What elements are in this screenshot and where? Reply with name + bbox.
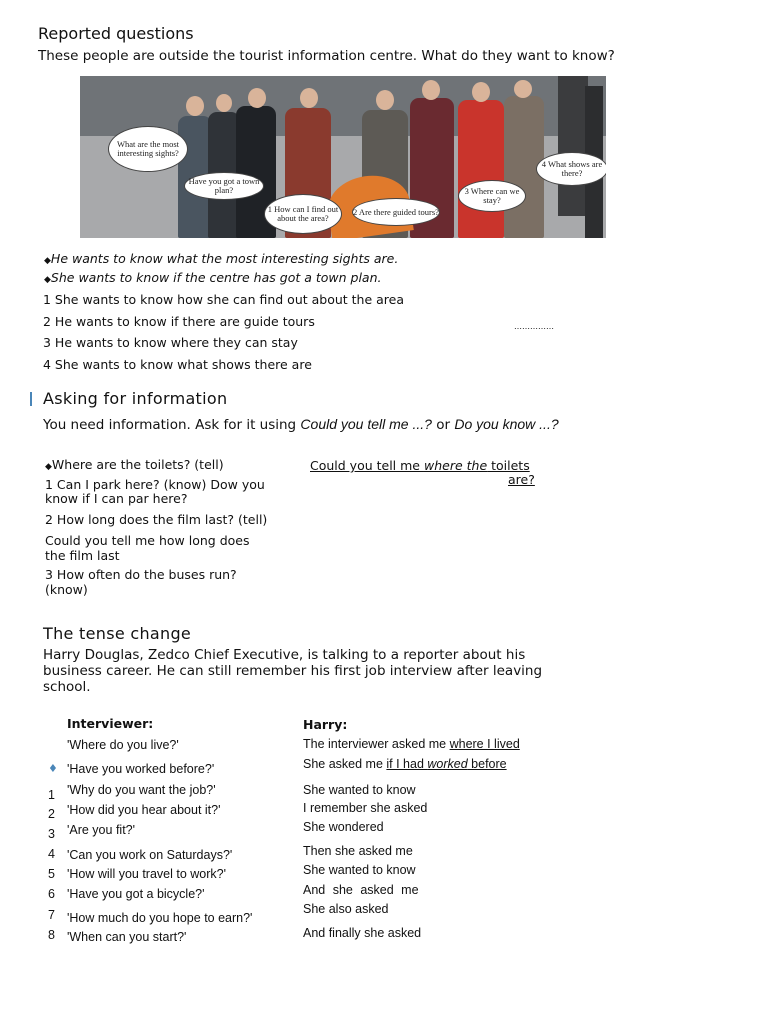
- question-item: Could you tell me how long does: [45, 533, 250, 548]
- row-number: 3: [48, 827, 55, 841]
- diamond-bullet-icon: ♦: [48, 762, 58, 775]
- reported-answer: She also asked: [303, 902, 389, 916]
- question-item: 2 How long does the film last? (tell): [45, 512, 268, 527]
- row-number: 8: [48, 928, 55, 942]
- speech-bubble: 2 Are there guided tours?: [352, 198, 440, 226]
- intro-line: Harry Douglas, Zedco Chief Executive, is talking to a reporter about his: [43, 647, 526, 663]
- interview-question: 'Are you fit?': [67, 823, 135, 837]
- reported-answer: She wanted to know: [303, 783, 416, 797]
- column-header-harry: Harry:: [303, 717, 348, 732]
- reported-answer: The interviewer asked me where I lived: [303, 737, 520, 751]
- section-intro: You need information. Ask for it using Could you tell me ...? or Do you know ...?: [43, 416, 559, 433]
- reported-answer: And finally she asked: [303, 926, 422, 940]
- speech-bubble: 1 How can I find out about the area?: [264, 194, 342, 234]
- answer-line: 2 He wants to know if there are guide tours: [43, 314, 315, 329]
- intro-line: school.: [43, 679, 91, 695]
- question-item: 1 Can I park here? (know) Dow you: [45, 477, 265, 492]
- section-title-reported-questions: Reported questions: [38, 24, 194, 43]
- row-number: 4: [48, 847, 55, 861]
- speech-bubble: 3 Where can we stay?: [458, 180, 526, 212]
- intro-line: business career. He can still remember his first job interview after leaving: [43, 663, 543, 679]
- interview-question: 'Have you got a bicycle?': [67, 887, 205, 901]
- example-sentence: ◆He wants to know what the most interesting sights are.: [44, 251, 399, 266]
- interview-question: 'How much do you hope to earn?': [67, 911, 253, 925]
- interview-question: 'Can you work on Saturdays?': [67, 848, 233, 862]
- question-item: ◆Where are the toilets? (tell): [45, 457, 224, 472]
- section-marker: [30, 392, 32, 406]
- reported-answer: I remember she asked: [303, 801, 428, 815]
- interview-question: 'How will you travel to work?': [67, 867, 226, 881]
- answer-line: 4 She wants to know what shows there are: [43, 357, 312, 372]
- answer-line: 3 He wants to know where they can stay: [43, 335, 298, 350]
- model-answer: Could you tell me where the toilets: [310, 458, 530, 473]
- row-number: 5: [48, 867, 55, 881]
- question-item: (know): [45, 582, 88, 597]
- speech-bubble: Have you got a town plan?: [184, 172, 264, 200]
- answer-line: 1 She wants to know how she can find out about the area: [43, 292, 405, 307]
- question-item: 3 How often do the buses run?: [45, 567, 237, 582]
- tourist-group-photo: [80, 76, 606, 238]
- diamond-bullet-icon: ◆: [44, 275, 51, 285]
- diamond-bullet-icon: ◆: [45, 462, 52, 472]
- dotted-line: ……………: [514, 322, 554, 331]
- speech-bubble: 4 What shows are there?: [536, 152, 606, 186]
- interview-question: 'Have you worked before?': [67, 762, 215, 776]
- reported-answer: She wanted to know: [303, 863, 416, 877]
- reported-answer: Then she asked me: [303, 844, 413, 858]
- question-item: the film last: [45, 548, 120, 563]
- interview-question: 'When can you start?': [67, 930, 187, 944]
- reported-answer: She wondered: [303, 820, 384, 834]
- interview-question: 'Where do you live?': [67, 738, 179, 752]
- column-header-interviewer: Interviewer:: [67, 716, 154, 731]
- reported-answer: She asked me if I had worked before: [303, 757, 507, 771]
- question-item: know if I can par here?: [45, 491, 188, 506]
- section-title-asking: Asking for information: [43, 389, 228, 408]
- row-number: 2: [48, 807, 55, 821]
- diamond-bullet-icon: ◆: [44, 256, 51, 266]
- section-intro: These people are outside the tourist information centre. What do they want to know?: [38, 48, 615, 64]
- interview-question: 'How did you hear about it?': [67, 803, 221, 817]
- row-number: 6: [48, 887, 55, 901]
- example-sentence: ◆She wants to know if the centre has got a town plan.: [44, 270, 382, 285]
- section-title-tense-change: The tense change: [43, 624, 192, 643]
- row-number: 7: [48, 908, 55, 922]
- row-number: 1: [48, 788, 55, 802]
- interview-question: 'Why do you want the job?': [67, 783, 216, 797]
- reported-answer: And she asked me: [303, 883, 419, 897]
- speech-bubble: What are the most interesting sights?: [108, 126, 188, 172]
- model-answer-continued: are?: [508, 472, 535, 487]
